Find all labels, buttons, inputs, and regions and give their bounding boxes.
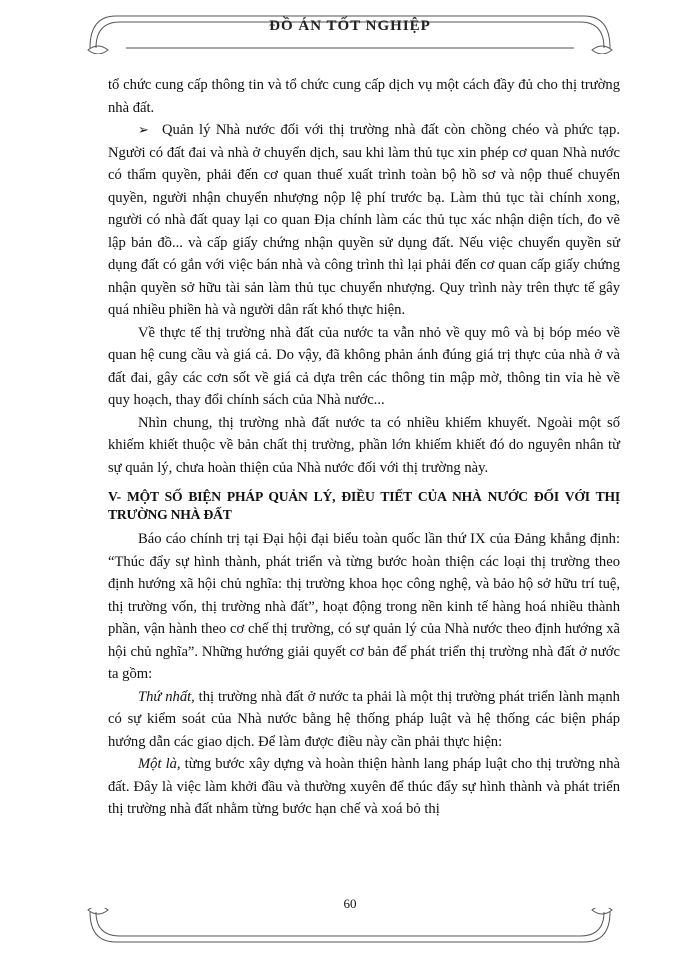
paragraph-4: Nhìn chung, thị trường nhà đất nước ta có nhiều khiếm khuyết. Ngoài một số khiếm khiết thuộc về bản chất thị trường, phần lớn khiếm khiết đó do nguyên nhân từ sự quản lý, chưa hoàn thiện của Nhà nước đối với thị trường này. (108, 414, 620, 476)
paragraph-2-text: Quản lý Nhà nước đối với thị trường nhà đất còn chồng chéo và phức tạp. Người có đất đai và nhà ở chuyển dịch, sau khi làm thủ tục xin phép cơ quan Nhà nước có thẩm quyền, phải đến cơ quan thuế xuất trình toàn bộ hồ sơ và nộp thuế chuyển quyền, người nhận chuyển nhượng nộp lệ phí trước bạ. Làm thủ tục tài chính xong, người có nhà đất quay lại co quan Địa chính làm các thủ tục xác nhận diện tích, đo vẽ lập bản đồ... và cấp giấy chứng nhận quyền sử dụng đất. Nếu việc chuyển quyền sử dụng đất có gắn với việc bán nhà và công trình thì lại phải đến cơ quan cấp giấy chứng nhận quyền sở hữu tài sản làm thủ tục chuyển nhượng. Quy trình này trên thực tế gây quá nhiều phiền hà và người dân rất khó thực hiện. (108, 122, 620, 318)
paragraph-7-lead: Một là, (138, 756, 181, 772)
paragraph-3: Về thực tế thị trường nhà đất của nước ta vẫn nhỏ về quy mô và bị bóp méo về quan hệ cung cầu và giá cả. Do vậy, đã không phản ánh đúng giá trị thực của nhà ở và đất đai, gây các cơn sốt về giá cả dựa trên các thông tin mập mờ, thông tin vỉa hè về quy hoạch, thay đổi chính sách của Nhà nước... (108, 324, 620, 408)
paragraph-7-text: từng bước xây dựng và hoàn thiện hành lang pháp luật cho thị trường nhà đất. Đây là việc làm khởi đầu và thường xuyên để thúc đẩy sự hình thành và phát triển thị trường nhà đất nhằm từng bước hạn chế và xoá bỏ thị (108, 756, 620, 817)
footer-ornament-frame (86, 908, 614, 948)
bullet-arrow-icon: ➢ (138, 122, 149, 137)
section-heading: V- MỘT SỐ BIỆN PHÁP QUẢN LÝ, ĐIỀU TIẾT CỦA NHÀ NƯỚC ĐỐI VỚI THỊ TRƯỜNG NHÀ ĐẤT (108, 489, 620, 522)
paragraph-7 (108, 753, 620, 821)
document-header-title: ĐỒ ÁN TỐT NGHIỆP (269, 18, 431, 34)
document-body (108, 74, 620, 821)
paragraph-1: tổ chức cung cấp thông tin và tổ chức cung cấp dịch vụ một cách đầy đủ cho thị trường nhà đất. (108, 77, 620, 116)
paragraph-6-lead: Thứ nhất, (138, 688, 195, 705)
paragraph-5: Báo cáo chính trị tại Đại hội đại biểu toàn quốc lần thứ IX của Đảng khẳng định: “Thúc đẩy sự hình thành, phát triển và từng bước hoàn thiện các loại thị trường theo định hướng xã hội chủ nghĩa: thị trường khoa học công nghệ, và bảo hộ sở hữu trí tuệ, thị trường vốn, thị trường nhà đất”, hoạt động trong nền kinh tế hàng hoá nhiều thành phần, vận hành theo cơ chế thị trường, có sự quản lý của Nhà nước theo định hướng xã hội chủ nghĩa”. Những hướng giải quyết cơ bản để phát triển thị trường nhà đất ở nước ta gồm: (108, 531, 620, 682)
page-number: 60 (343, 896, 357, 911)
paragraph-6 (108, 686, 620, 754)
paragraph-2 (108, 119, 620, 322)
paragraph-6-text: thị trường nhà đất ở nước ta phải là một thị trường phát triển lành mạnh có sự kiểm soát của Nhà nước bằng hệ thống pháp luật và hệ thống các biện pháp hướng dẫn các giao dịch. Để làm được điều này cần phải thực hiện: (108, 688, 620, 750)
